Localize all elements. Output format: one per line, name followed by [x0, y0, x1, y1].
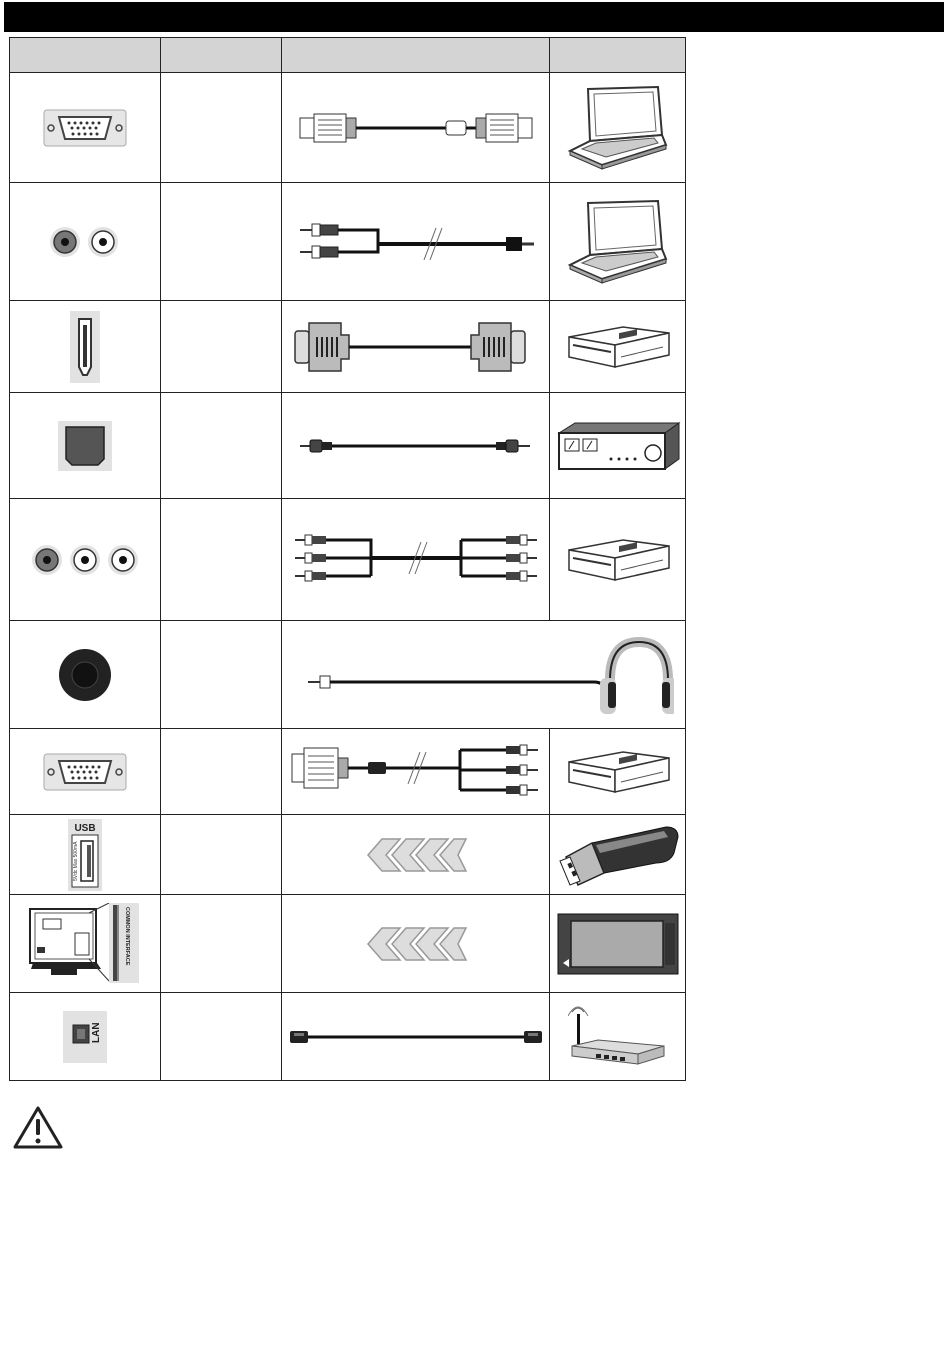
cable-cell	[282, 993, 550, 1081]
table-header-row	[10, 38, 686, 73]
lan-port-label: LAN	[91, 1021, 102, 1043]
usb-stick-icon	[556, 823, 680, 887]
optical-cable-icon	[296, 436, 536, 456]
connector-cell	[10, 993, 161, 1081]
insert-arrows-icon	[364, 927, 468, 961]
headphone-jack-icon	[58, 648, 112, 702]
connector-cell	[10, 183, 161, 301]
type-cell	[161, 815, 282, 895]
vga-to-rca-cable-icon	[288, 742, 544, 802]
lan-port-icon	[63, 1011, 107, 1063]
table-row	[10, 895, 686, 993]
cable-cell	[282, 895, 550, 993]
cable-cell	[282, 301, 550, 393]
set-top-box-icon	[563, 323, 673, 371]
table-row	[10, 301, 686, 393]
amplifier-icon	[555, 421, 681, 471]
headphone-cable-icon	[294, 630, 674, 720]
connector-cell	[10, 301, 161, 393]
hdmi-port-icon	[70, 311, 100, 383]
vga-cable-icon	[296, 106, 536, 150]
laptop-icon	[566, 85, 670, 171]
connector-cell	[10, 621, 161, 729]
type-cell	[161, 393, 282, 499]
router-icon	[568, 1002, 668, 1072]
ci-slot-label: COMMON INTERFACE	[124, 906, 130, 965]
device-cell	[550, 499, 686, 621]
rca-av-jacks-icon	[29, 542, 141, 578]
headphones-icon	[600, 642, 674, 714]
vga-port-icon	[43, 109, 127, 147]
device-cell	[550, 301, 686, 393]
usb-port-icon	[68, 819, 102, 891]
cable-cell	[282, 393, 550, 499]
column-header-device	[550, 38, 686, 73]
usb-port-label: USB	[74, 822, 96, 834]
type-cell	[161, 183, 282, 301]
vga-port-icon	[43, 753, 127, 791]
set-top-box-icon	[563, 536, 673, 584]
column-header-type	[161, 38, 282, 73]
device-cell	[550, 183, 686, 301]
warning-triangle-icon	[12, 1105, 64, 1151]
device-cell	[550, 993, 686, 1081]
rca-audio-jacks-icon	[45, 224, 125, 260]
connector-cell	[10, 393, 161, 499]
rca-to-jack-cable-icon	[296, 212, 536, 272]
av-cable-icon	[291, 530, 541, 590]
connector-cell	[10, 895, 161, 993]
connection-table	[9, 37, 686, 1081]
tv-ci-slot-icon	[29, 903, 141, 985]
table-row	[10, 729, 686, 815]
table-row	[10, 993, 686, 1081]
device-cell	[550, 729, 686, 815]
usb-port-rating: 5Vdc Max 500mA	[73, 841, 79, 881]
device-cell	[550, 895, 686, 993]
set-top-box-icon	[563, 748, 673, 796]
table-row	[10, 499, 686, 621]
cam-module-icon	[557, 913, 679, 975]
table-row	[10, 183, 686, 301]
type-cell	[161, 301, 282, 393]
type-cell	[161, 499, 282, 621]
type-cell	[161, 73, 282, 183]
connector-cell	[10, 815, 161, 895]
column-header-connector	[10, 38, 161, 73]
type-cell	[161, 895, 282, 993]
optical-port-icon	[58, 421, 112, 471]
cable-cell	[282, 499, 550, 621]
connector-cell	[10, 729, 161, 815]
device-cell	[550, 73, 686, 183]
ethernet-cable-icon	[288, 1027, 544, 1047]
header-bar	[4, 2, 944, 32]
type-cell	[161, 729, 282, 815]
table-row	[10, 393, 686, 499]
cable-cell	[282, 621, 686, 729]
table-row	[10, 815, 686, 895]
type-cell	[161, 993, 282, 1081]
cable-cell	[282, 815, 550, 895]
laptop-icon	[566, 199, 670, 285]
column-header-cables	[282, 38, 550, 73]
cable-cell	[282, 729, 550, 815]
insert-arrows-icon	[364, 838, 468, 872]
connector-cell	[10, 499, 161, 621]
table-row	[10, 621, 686, 729]
connector-cell	[10, 73, 161, 183]
device-cell	[550, 815, 686, 895]
device-cell	[550, 393, 686, 499]
hdmi-cable-icon	[291, 319, 541, 375]
table-row	[10, 73, 686, 183]
cable-cell	[282, 183, 550, 301]
cable-cell	[282, 73, 550, 183]
type-cell	[161, 621, 282, 729]
